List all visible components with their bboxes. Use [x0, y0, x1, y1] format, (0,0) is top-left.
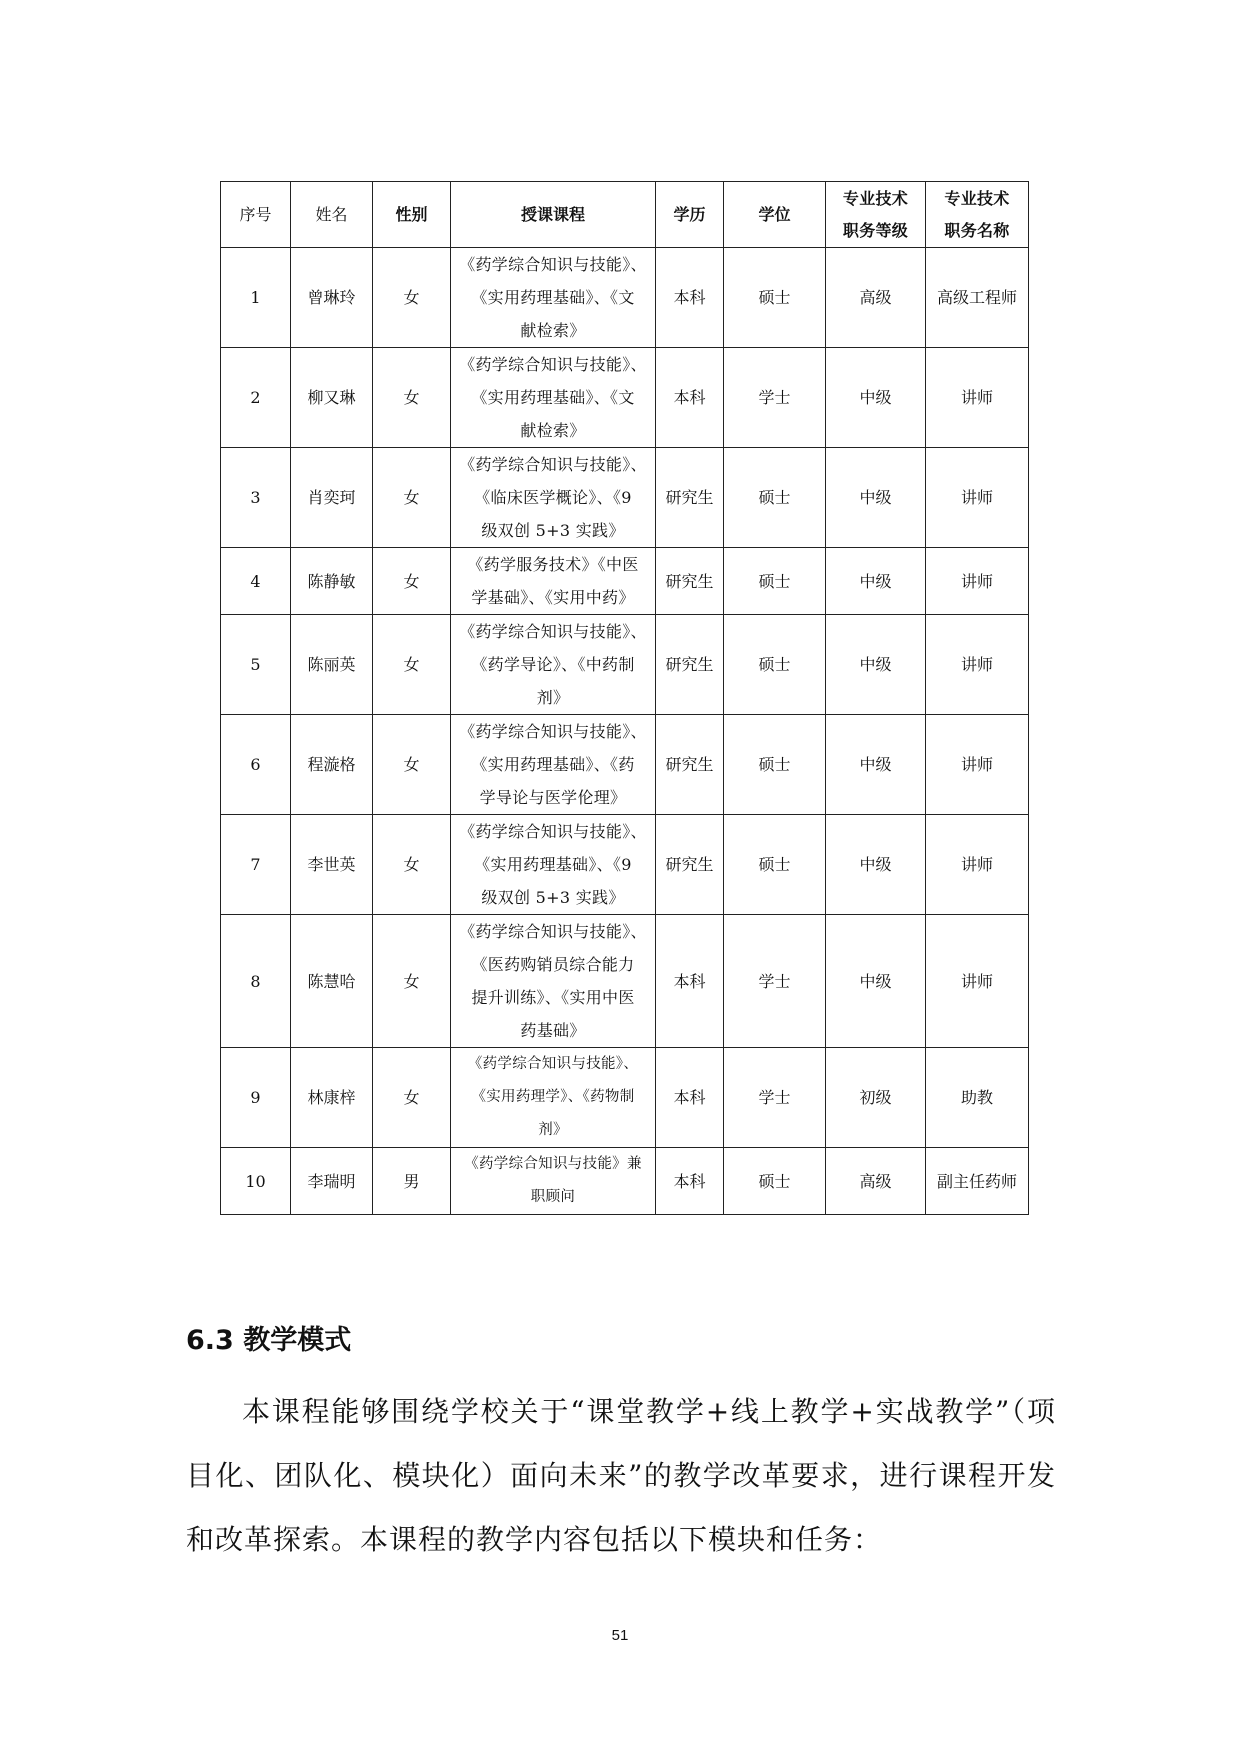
table-row — [221, 248, 1029, 348]
cell-gender: 男 — [373, 1148, 451, 1215]
table-row — [221, 715, 1029, 815]
cell-education: 研究生 — [656, 715, 724, 815]
cell-name: 陈丽英 — [291, 615, 373, 715]
cell-degree: 学士 — [724, 348, 826, 448]
table-row — [221, 548, 1029, 615]
cell-gender: 女 — [373, 1048, 451, 1148]
cell-gender: 女 — [373, 615, 451, 715]
cell-education: 本科 — [656, 1148, 724, 1215]
table-row — [221, 615, 1029, 715]
cell-title: 讲师 — [926, 915, 1029, 1048]
cell-courses: 《药学综合知识与技能》、 《医药购销员综合能力 提升训练》、《实用中医 药基础》 — [451, 915, 656, 1048]
cell-degree: 硕士 — [724, 248, 826, 348]
cell-no: 8 — [221, 915, 291, 1048]
cell-no: 10 — [221, 1148, 291, 1215]
table-row — [221, 815, 1029, 915]
cell-no: 9 — [221, 1048, 291, 1148]
cell-education: 本科 — [656, 1048, 724, 1148]
cell-courses: 《药学综合知识与技能》、 《实用药理基础》、《文 献检索》 — [451, 348, 656, 448]
header-degree: 学位 — [724, 182, 826, 248]
table-row — [221, 448, 1029, 548]
cell-level: 初级 — [826, 1048, 926, 1148]
cell-courses: 《药学综合知识与技能》、 《药学导论》、《中药制 剂》 — [451, 615, 656, 715]
cell-name: 肖奕珂 — [291, 448, 373, 548]
header-title-level: 专业技术 职务等级 — [826, 182, 926, 248]
cell-level: 高级 — [826, 248, 926, 348]
cell-level: 中级 — [826, 815, 926, 915]
cell-level: 中级 — [826, 615, 926, 715]
cell-no: 3 — [221, 448, 291, 548]
header-courses: 授课课程 — [451, 182, 656, 248]
cell-title: 讲师 — [926, 348, 1029, 448]
header-name: 姓名 — [291, 182, 373, 248]
cell-degree: 硕士 — [724, 548, 826, 615]
cell-name: 曾琳玲 — [291, 248, 373, 348]
cell-level: 中级 — [826, 448, 926, 548]
cell-courses: 《药学综合知识与技能》、 《实用药理基础》、《药 学导论与医学伦理》 — [451, 715, 656, 815]
cell-title: 讲师 — [926, 715, 1029, 815]
cell-degree: 硕士 — [724, 715, 826, 815]
cell-gender: 女 — [373, 548, 451, 615]
cell-no: 1 — [221, 248, 291, 348]
cell-name: 柳又琳 — [291, 348, 373, 448]
cell-degree: 硕士 — [724, 615, 826, 715]
cell-title: 高级工程师 — [926, 248, 1029, 348]
section-paragraph: 本课程能够围绕学校关于“课堂教学+线上教学+实战教学”（项目化、团队化、模块化）面向未来”的教学改革要求，进行课程开发和改革探索。本课程的教学内容包括以下模块和任务： — [186, 1395, 1056, 1556]
cell-education: 本科 — [656, 915, 724, 1048]
header-index: 序号 — [221, 182, 291, 248]
cell-no: 4 — [221, 548, 291, 615]
cell-no: 5 — [221, 615, 291, 715]
cell-level: 高级 — [826, 1148, 926, 1215]
section-heading: 6.3 教学模式 — [186, 1325, 352, 1356]
cell-degree: 硕士 — [724, 448, 826, 548]
cell-name: 李瑞明 — [291, 1148, 373, 1215]
table-row — [221, 1148, 1029, 1215]
cell-title: 讲师 — [926, 815, 1029, 915]
cell-name: 程漩格 — [291, 715, 373, 815]
cell-no: 2 — [221, 348, 291, 448]
cell-title: 副主任药师 — [926, 1148, 1029, 1215]
header-title-name: 专业技术 职务名称 — [926, 182, 1029, 248]
cell-courses: 《药学综合知识与技能》、 《实用药理基础》、《9 级双创 5+3 实践》 — [451, 815, 656, 915]
cell-level: 中级 — [826, 915, 926, 1048]
table-row — [221, 915, 1029, 1048]
cell-degree: 学士 — [724, 1048, 826, 1148]
cell-level: 中级 — [826, 715, 926, 815]
cell-name: 陈慧哈 — [291, 915, 373, 1048]
cell-education: 本科 — [656, 348, 724, 448]
cell-degree: 硕士 — [724, 1148, 826, 1215]
cell-courses: 《药学综合知识与技能》兼 职顾问 — [451, 1148, 656, 1215]
cell-no: 6 — [221, 715, 291, 815]
staff-table — [220, 181, 1029, 1215]
cell-education: 研究生 — [656, 815, 724, 915]
cell-gender: 女 — [373, 815, 451, 915]
cell-level: 中级 — [826, 548, 926, 615]
page-number: 51 — [611, 1627, 629, 1644]
cell-education: 研究生 — [656, 615, 724, 715]
cell-title: 讲师 — [926, 615, 1029, 715]
cell-courses: 《药学服务技术》《中医 学基础》、《实用中药》 — [451, 548, 656, 615]
cell-education: 本科 — [656, 248, 724, 348]
cell-no: 7 — [221, 815, 291, 915]
cell-courses: 《药学综合知识与技能》、 《临床医学概论》、《9 级双创 5+3 实践》 — [451, 448, 656, 548]
cell-title: 助教 — [926, 1048, 1029, 1148]
cell-gender: 女 — [373, 448, 451, 548]
cell-education: 研究生 — [656, 548, 724, 615]
cell-degree: 硕士 — [724, 815, 826, 915]
cell-name: 林康梓 — [291, 1048, 373, 1148]
cell-name: 李世英 — [291, 815, 373, 915]
table-row — [221, 1048, 1029, 1148]
cell-title: 讲师 — [926, 448, 1029, 548]
cell-gender: 女 — [373, 248, 451, 348]
cell-courses: 《药学综合知识与技能》、 《实用药理基础》、《文 献检索》 — [451, 248, 656, 348]
cell-level: 中级 — [826, 348, 926, 448]
cell-degree: 学士 — [724, 915, 826, 1048]
table-row — [221, 348, 1029, 448]
header-education: 学历 — [656, 182, 724, 248]
table-header-row — [221, 182, 1029, 248]
cell-courses: 《药学综合知识与技能》、 《实用药理学》、《药物制 剂》 — [451, 1048, 656, 1148]
cell-name: 陈静敏 — [291, 548, 373, 615]
header-gender: 性别 — [373, 182, 451, 248]
cell-title: 讲师 — [926, 548, 1029, 615]
cell-gender: 女 — [373, 915, 451, 1048]
cell-gender: 女 — [373, 348, 451, 448]
cell-gender: 女 — [373, 715, 451, 815]
cell-education: 研究生 — [656, 448, 724, 548]
